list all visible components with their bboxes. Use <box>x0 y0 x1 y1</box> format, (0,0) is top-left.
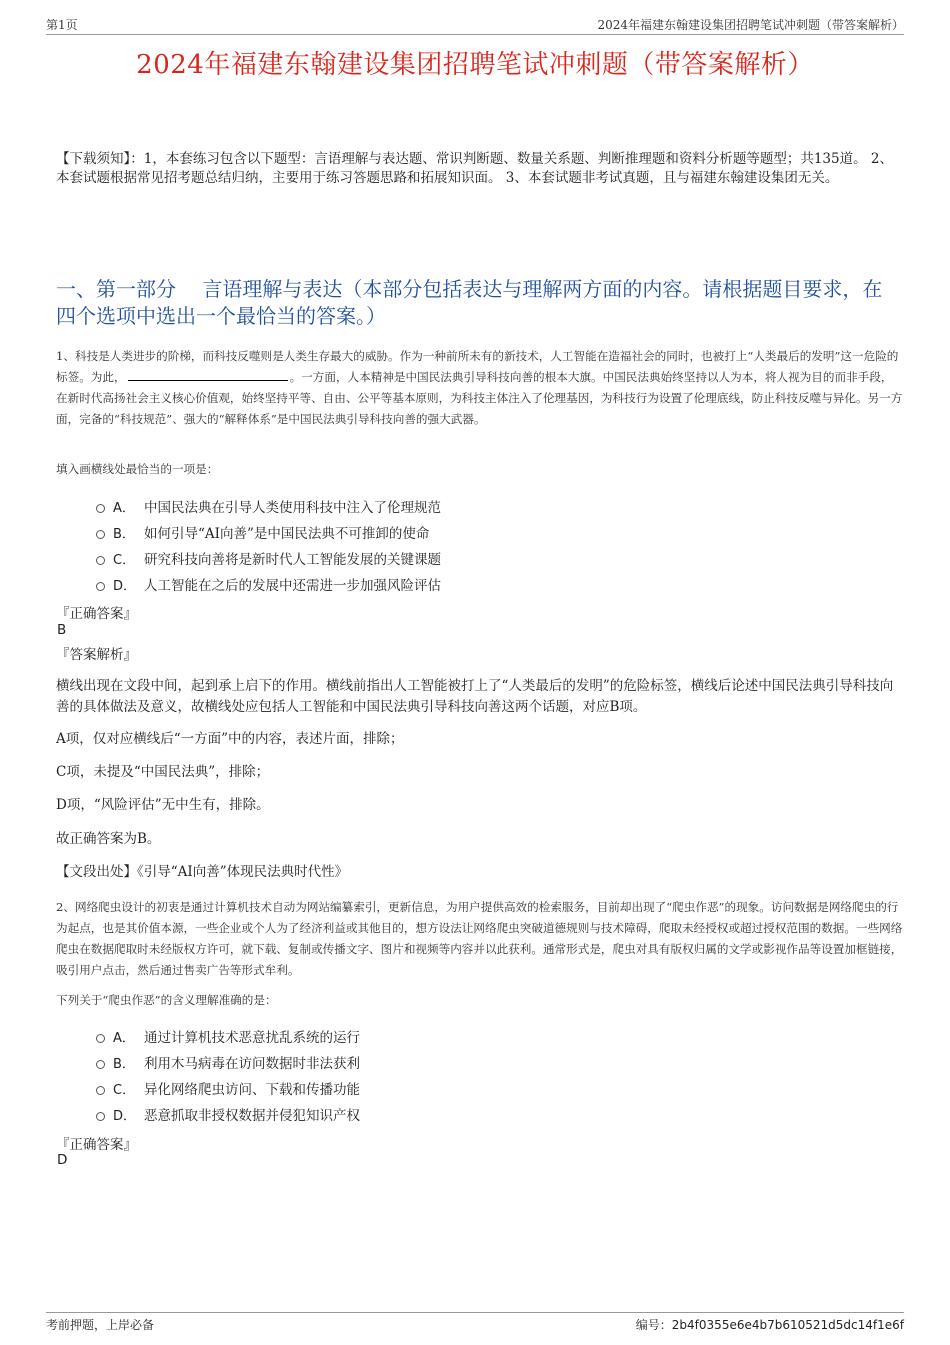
analysis-label: 『答案解析』 <box>56 647 137 663</box>
answer-value: B <box>57 622 67 638</box>
fill-blank <box>128 368 288 381</box>
option-a[interactable]: A． 通过计算机技术恶意扰乱系统的运行 <box>96 1023 360 1049</box>
option-c[interactable]: C． 研究科技向善将是新时代人工智能发展的关键课题 <box>96 545 441 571</box>
option-a[interactable]: A． 中国民法典在引导人类使用科技中注入了伦理规范 <box>96 493 441 519</box>
radio-button[interactable] <box>96 1112 105 1121</box>
page-header <box>46 14 904 35</box>
analysis-paragraph: A项，仅对应横线后“一方面”中的内容，表述片面，排除； <box>56 731 404 747</box>
radio-button[interactable] <box>96 530 105 539</box>
option-d[interactable]: D． 人工智能在之后的发展中还需进一步加强风险评估 <box>96 571 441 597</box>
answer-label: 『正确答案』 <box>56 606 137 622</box>
radio-button[interactable] <box>96 1034 105 1043</box>
question-1-prompt: 填入画横线处最恰当的一项是： <box>56 462 219 476</box>
radio-button[interactable] <box>96 504 105 513</box>
radio-button[interactable] <box>96 1086 105 1095</box>
section-heading: 一、第一部分 言语理解与表达（本部分包括表达与理解两方面的内容。请根据题目要求，在四个选项中选出一个最恰当的答案。） <box>56 277 883 328</box>
answer-value: D <box>57 1152 68 1168</box>
source-citation: 【文段出处】《引导“AI向善”体现民法典时代性》 <box>56 864 349 880</box>
option-b[interactable]: B． 利用木马病毒在访问数据时非法获利 <box>96 1049 360 1075</box>
question-1-text: 1、科技是人类进步的阶梯，而科技反噬则是人类生存最大的威胁。作为一种前所未有的新技术，人工智能在造福社会的同时，也被打上“人类最后的发明”这一危险的标签。为此， 。一方面，人本精神是中国民法典引导科技向善的根本大旗。中国民法典始终坚持以人为本，将人视为目的而非手段，在新时代高扬社会主义核心价值观，始终坚持平等、自由、公平等基本原则，为科技主体注入了伦理基因，为科技行为设置了伦理底线，防止科技反噬与异化。另一方面，完备的“科技规范”、强大的“解释体系”是中国民法典引导科技向善的强大武器。 <box>56 349 903 426</box>
analysis-paragraph: C项，未提及“中国民法典”，排除； <box>56 764 270 780</box>
radio-button[interactable] <box>96 582 105 591</box>
document-title: 2024年福建东翰建设集团招聘笔试冲刺题（带答案解析） <box>136 50 814 80</box>
page-number: 第1页 <box>46 18 78 32</box>
question-2-options <box>96 1023 360 1127</box>
radio-button[interactable] <box>96 1060 105 1069</box>
footer-code: 编号：2b4f0355e6e4b7b610521d5dc14f1e6f <box>635 1318 904 1332</box>
question-1-options <box>96 493 441 597</box>
answer-label: 『正确答案』 <box>56 1137 137 1153</box>
question-2-prompt: 下列关于“爬虫作恶”的含义理解准确的是： <box>56 993 277 1007</box>
analysis-paragraph: 横线出现在文段中间，起到承上启下的作用。横线前指出人工智能被打上了“人类最后的发明”的危险标签，横线后论述中国民法典引导科技向善的具体做法及意义，故横线处应包括人工智能和中国民法典引导科技向善这两个话题，对应B项。 <box>56 678 894 715</box>
analysis-paragraph: 故正确答案为B。 <box>56 831 161 847</box>
option-c[interactable]: C． 异化网络爬虫访问、下载和传播功能 <box>96 1075 360 1101</box>
footer-slogan: 考前押题，上岸必备 <box>46 1318 155 1332</box>
question-2-text: 2、网络爬虫设计的初衷是通过计算机技术自动为网站编纂索引，更新信息，为用户提供高效的检索服务，目前却出现了“爬虫作恶”的现象。访问数据是网络爬虫的行为起点，也是其价值本源，一些企业或个人为了经济利益或其他目的，想方设法让网络爬虫突破道德规则与技术障碍，爬取未经授权或超过授权范围的数据。一些网络爬虫在数据爬取时未经版权方许可，就下载、复制或传播文字、图片和视频等内容并以此获利。通常形式是，爬虫对具有版权归属的文学或影视作品等设置加框链接，吸引用户点击，然后通过售卖广告等形式牟利。 <box>56 900 903 977</box>
option-d[interactable]: D． 恶意抓取非授权数据并侵犯知识产权 <box>96 1101 360 1127</box>
option-b[interactable]: B． 如何引导“AI向善”是中国民法典不可推卸的使命 <box>96 519 441 545</box>
page-footer <box>46 1312 904 1332</box>
radio-button[interactable] <box>96 556 105 565</box>
header-doc-title: 2024年福建东翰建设集团招聘笔试冲刺题（带答案解析） <box>597 18 904 32</box>
download-notice: 【下载须知】：1，本套练习包含以下题型：言语理解与表达题、常识判断题、数量关系题、判断推理题和资料分析题等题型；共135道。 2、本套试题根据常见招考题总结归纳，主要用于练习答题思路和拓展知识面。 3、本套试题非考试真题，且与福建东翰建设集团无关。 <box>56 151 893 186</box>
analysis-paragraph: D项，“风险评估”无中生有，排除。 <box>56 797 270 813</box>
